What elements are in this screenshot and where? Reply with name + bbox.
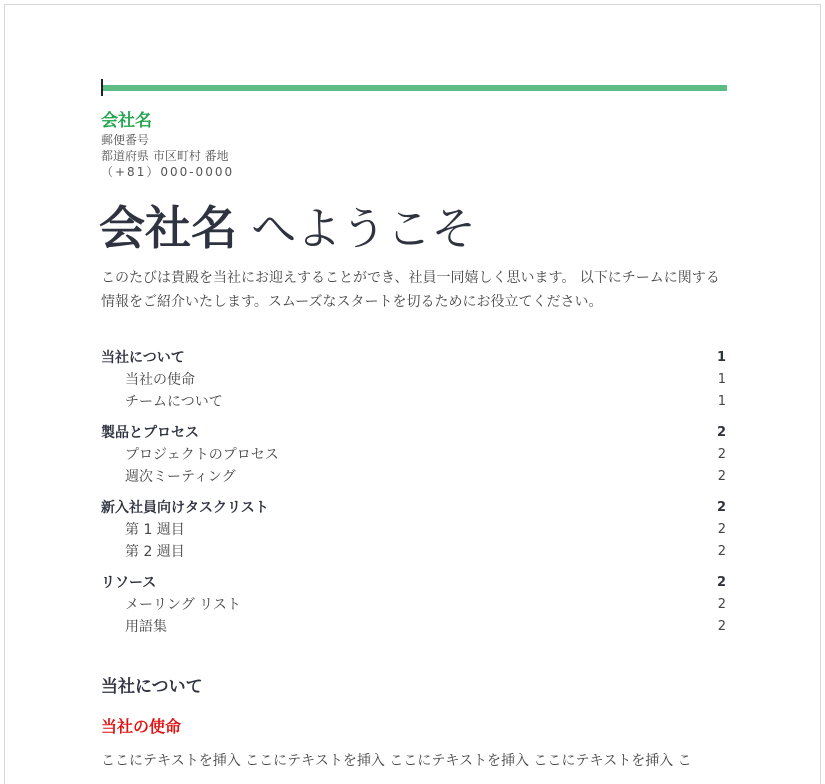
toc-group [101, 421, 726, 487]
toc-group [101, 496, 726, 562]
toc-heading-label: 新入社員向けタスクリスト [101, 500, 269, 516]
address[interactable]: 都道府県 市区町村 番地 [101, 149, 229, 163]
toc-heading-label: 製品とプロセス [101, 425, 199, 441]
toc-entry-label: 週次ミーティング [125, 469, 236, 485]
toc-page-number: 1 [717, 393, 726, 409]
postal-code[interactable]: 郵便番号 [101, 133, 150, 147]
toc-page-number: 2 [717, 521, 726, 537]
title-welcome: へようこそ [237, 202, 477, 255]
toc-heading[interactable] [101, 571, 726, 593]
phone-number[interactable]: （+81）000-0000 [101, 165, 235, 179]
toc-entry-label: 用語集 [125, 619, 167, 635]
toc-page-number: 1 [716, 349, 726, 365]
toc-entry-label: メーリング リスト [125, 597, 241, 613]
header-accent-bar [103, 85, 727, 91]
toc-entry-label: チームについて [125, 394, 223, 410]
toc-entry[interactable] [101, 518, 726, 540]
toc-page-number: 2 [717, 543, 726, 559]
toc-entry[interactable] [101, 615, 726, 637]
toc-entry[interactable] [101, 465, 726, 487]
toc-heading[interactable] [101, 496, 726, 518]
toc-heading-label: 当社について [101, 350, 185, 366]
page-title[interactable] [99, 196, 476, 271]
toc-page-number: 2 [716, 574, 726, 590]
toc-entry-label: プロジェクトのプロセス [125, 447, 279, 463]
section-sub-heading[interactable]: 当社の使命 [101, 717, 182, 736]
toc-entry-label: 第 1 週目 [125, 522, 185, 538]
toc-page-number: 2 [717, 618, 726, 634]
company-info [101, 110, 234, 180]
section-body-text[interactable]: ここにテキストを挿入 ここにテキストを挿入 ここにテキストを挿入 ここにテキストを挿入 こ [101, 753, 692, 769]
toc-entry-label: 当社の使命 [125, 372, 195, 388]
toc-page-number: 2 [717, 446, 726, 462]
toc-entry-label: 第 2 週目 [125, 544, 185, 560]
toc-entry[interactable] [101, 593, 726, 615]
toc-heading[interactable] [101, 421, 726, 443]
toc-heading[interactable] [101, 346, 726, 368]
toc-entry[interactable] [101, 443, 726, 465]
toc-group [101, 571, 726, 637]
toc-page-number: 2 [717, 468, 726, 484]
toc-page-number: 2 [717, 596, 726, 612]
toc-page-number: 2 [716, 424, 726, 440]
table-of-contents [101, 346, 726, 646]
company-name[interactable]: 会社名 [101, 111, 152, 131]
intro-paragraph[interactable]: このたびは貴殿を当社にお迎えすることができ、社員一同嬉しく思います。 以下にチームに関する情報をご紹介いたします。スムーズなスタートを切るためにお役立てください。 [101, 270, 720, 310]
toc-entry[interactable] [101, 390, 726, 412]
toc-heading-label: リソース [101, 575, 157, 591]
section-heading[interactable]: 当社について [101, 677, 203, 697]
toc-group [101, 346, 726, 412]
title-company-name: 会社名 [99, 201, 237, 255]
toc-page-number: 2 [716, 499, 726, 515]
toc-entry[interactable] [101, 368, 726, 390]
toc-entry[interactable] [101, 540, 726, 562]
toc-page-number: 1 [717, 371, 726, 387]
